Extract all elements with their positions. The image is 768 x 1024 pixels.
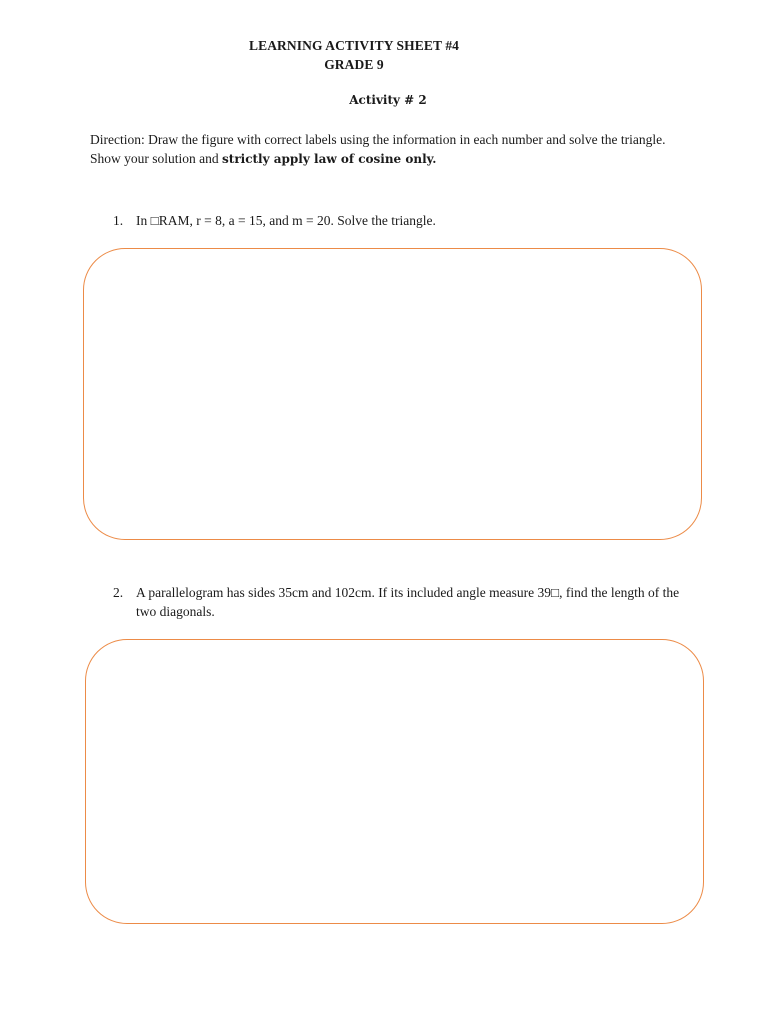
direction-body: Direction: Draw the figure with correct labels using the information in each number and solve the triangle. Show your solution and: [90, 132, 666, 166]
direction-emphasis: strictly apply law of cosine only.: [222, 152, 437, 166]
question-number: 2.: [113, 585, 124, 600]
activity-label: Activity # 2: [349, 93, 427, 107]
question-number: 1.: [113, 213, 124, 228]
answer-box-2[interactable]: [85, 639, 704, 924]
grade-label: GRADE 9: [324, 57, 384, 72]
question-text: A parallelogram has sides 35cm and 102cm. If its included angle measure 39□, find the length of the two diagonals.: [136, 585, 680, 619]
sheet-title: LEARNING ACTIVITY SHEET #4: [248, 38, 460, 53]
question-1: [113, 211, 693, 230]
question-text: In □RAM, r = 8, a = 15, and m = 20. Solve the triangle.: [136, 213, 436, 228]
question-2: [113, 583, 693, 621]
answer-box-1[interactable]: [83, 248, 702, 540]
direction-text: [90, 130, 690, 169]
